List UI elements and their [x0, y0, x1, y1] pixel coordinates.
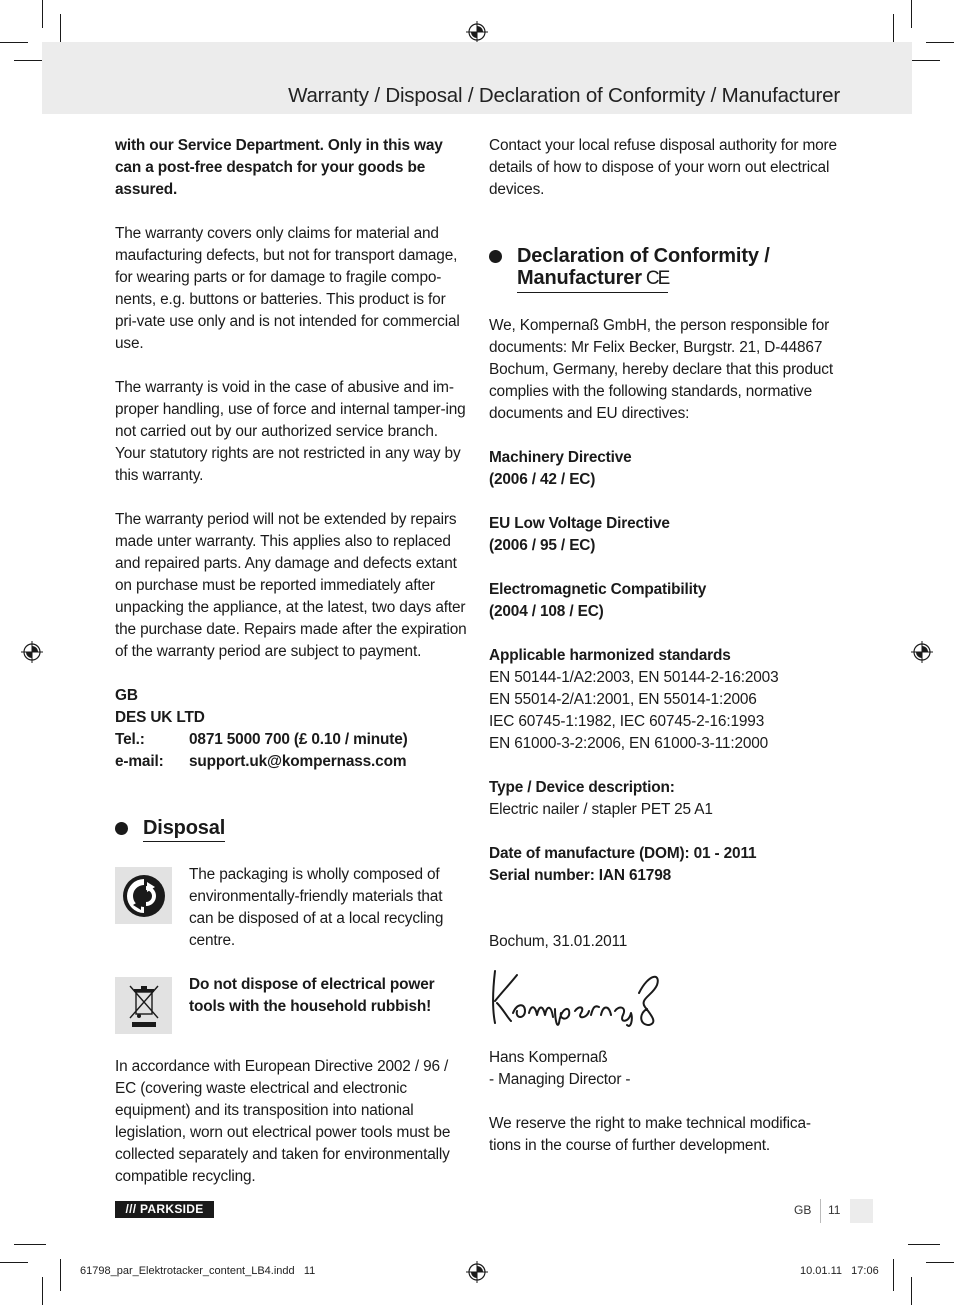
- declaration-heading-line2-wrap: [517, 267, 668, 293]
- language-label: GB: [794, 1203, 812, 1217]
- page-divider: [820, 1199, 821, 1223]
- bullet-icon: [115, 822, 128, 835]
- place-date: Bochum, 31.01.2011: [489, 933, 628, 950]
- lowvoltage-title: EU Low Voltage Directive: [489, 515, 670, 532]
- crop-mark: [893, 1259, 894, 1291]
- device-description: [489, 777, 841, 821]
- signer-title: - Managing Director -: [489, 1071, 631, 1088]
- refuse-authority-paragraph: Contact your local refuse disposal authority for more details of how to dispose of your worn out electrical devices.: [489, 137, 837, 198]
- crop-mark: [14, 1244, 46, 1245]
- weee-directive-paragraph: In accordance with European Directive 2002 / 96 / EC (covering waste electrical and electronic equipment) and its transposition into national legislation, worn out electrical power tools must be collected separately and taken for environmentally compatible recycling.: [115, 1058, 451, 1185]
- email-value: support.uk@kompernass.com: [189, 753, 407, 770]
- crop-mark: [60, 1259, 61, 1291]
- parkside-logo: /// PARKSIDE: [115, 1201, 214, 1218]
- page-number: 11: [828, 1203, 841, 1217]
- signer: [489, 1047, 841, 1091]
- crossed-bin-icon: [115, 977, 172, 1034]
- crop-mark: [0, 1262, 28, 1263]
- standard-line: IEC 60745-1:1982, IEC 60745-2-16:1993: [489, 713, 765, 730]
- emc-code: (2004 / 108 / EC): [489, 603, 604, 620]
- warranty-coverage-paragraph: The warranty covers only claims for material and maufacturing defects, but not for transport damage, for wearing parts or for damage to fragile compo-nents, e.g. buttons or batteries. This product is for pri-vate use only and is not intended for commercial use.: [115, 225, 460, 352]
- dom-line: Date of manufacture (DOM): 01 - 2011: [489, 845, 757, 862]
- crop-mark: [926, 42, 954, 43]
- declaration-heading-line2: Manufacturer: [517, 267, 642, 289]
- page-title: Warranty / Disposal / Declaration of Conformity / Manufacturer: [288, 84, 840, 107]
- bullet-icon: [489, 250, 502, 263]
- standard-line: EN 61000-3-2:2006, EN 61000-3-11:2000: [489, 735, 769, 752]
- type-value: Electric nailer / stapler PET 25 A1: [489, 801, 713, 818]
- registration-mark-icon: [911, 641, 933, 663]
- registration-mark-icon: [466, 21, 488, 43]
- recycle-note: [115, 864, 467, 952]
- registration-mark-icon: [21, 641, 43, 663]
- right-column: [489, 135, 841, 1179]
- crop-mark: [911, 0, 912, 28]
- crop-mark: [926, 1262, 954, 1263]
- email-label: e-mail:: [115, 753, 164, 770]
- recycle-text: The packaging is wholly composed of environmentally-friendly materials that can be disposed of at a local recycling centre.: [189, 866, 444, 949]
- service-contact: [115, 685, 467, 773]
- emc-title: Electromagnetic Compatibility: [489, 581, 707, 598]
- standards-title: Applicable harmonized standards: [489, 647, 731, 664]
- crop-mark: [42, 1277, 43, 1305]
- declaration-paragraph: We, Kompernaß GmbH, the person responsible for documents: Mr Felix Becker, Burgstr. 21, D-44867 Bochum, Germany, hereby declare that this product complies with the following standards, normative documents and EU directives:: [489, 317, 833, 422]
- standard-line: EN 50144-1/A2:2003, EN 50144-2-16:2003: [489, 669, 779, 686]
- serial-line: Serial number: IAN 61798: [489, 867, 672, 884]
- slug-datetime: 10.01.11 17:06: [800, 1265, 879, 1277]
- disposal-heading: [115, 817, 467, 842]
- emc-directive: [489, 579, 841, 623]
- low-voltage-directive: [489, 513, 841, 557]
- signer-name: Hans Kompernaß: [489, 1049, 608, 1066]
- contact-company: DES UK LTD: [115, 709, 205, 726]
- machinery-directive: [489, 447, 841, 491]
- contact-country: GB: [115, 687, 138, 704]
- machinery-title: Machinery Directive: [489, 449, 632, 466]
- crop-mark: [908, 60, 940, 61]
- contact-tel-row: [115, 729, 467, 751]
- signature-image: [489, 963, 841, 1029]
- machinery-code: (2006 / 42 / EC): [489, 471, 596, 488]
- declaration-heading-line1: Declaration of Conformity /: [517, 245, 770, 267]
- tel-value: 0871 5000 700 (£ 0.10 / minute): [189, 731, 408, 748]
- service-note: with our Service Department. Only in this way can a post-free despatch for your goods be assured.: [115, 137, 443, 198]
- crop-mark: [42, 0, 43, 28]
- weee-note: [115, 974, 467, 1034]
- declaration-heading: [489, 245, 841, 293]
- ce-mark-icon: CE: [645, 268, 669, 289]
- green-dot-recycle-icon: [115, 867, 172, 924]
- crop-mark: [0, 42, 28, 43]
- reserve-rights-paragraph: We reserve the right to make technical modifica-tions in the course of further development.: [489, 1115, 811, 1154]
- warranty-period-paragraph: The warranty period will not be extended by repairs made unter warranty. This applies also to replaced and repaired parts. Any damage and defects extant on purchase must be reported immediately after unpacking the appliance, at the latest, two days after the purchase date. Repairs made after the expiration of the warranty period are subject to payment.: [115, 511, 467, 660]
- page-tab: [850, 1199, 873, 1223]
- warranty-void-paragraph: The warranty is void in the case of abusive and im-proper handling, use of force and internal tamper-ing not carried out by our authorized service branch. Your statutory rights are not restricted in any way by this warranty.: [115, 379, 466, 484]
- weee-warning: Do not dispose of electrical power tools with the household rubbish!: [189, 976, 435, 1015]
- tel-label: Tel.:: [115, 731, 145, 748]
- manufacture-info: [489, 843, 841, 887]
- crop-mark: [911, 1277, 912, 1305]
- lowvoltage-code: (2006 / 95 / EC): [489, 537, 596, 554]
- declaration-heading-block: [517, 245, 770, 293]
- crop-mark: [908, 1244, 940, 1245]
- disposal-heading-text: Disposal: [143, 817, 225, 842]
- contact-email-row: [115, 751, 467, 773]
- harmonized-standards: [489, 645, 841, 755]
- left-column: [115, 135, 467, 1210]
- slug-file-info: 61798_par_Elektrotacker_content_LB4.indd 11: [80, 1265, 316, 1277]
- registration-mark-icon: [466, 1261, 488, 1283]
- type-title: Type / Device description:: [489, 779, 675, 796]
- standard-line: EN 55014-2/A1:2001, EN 55014-1:2006: [489, 691, 757, 708]
